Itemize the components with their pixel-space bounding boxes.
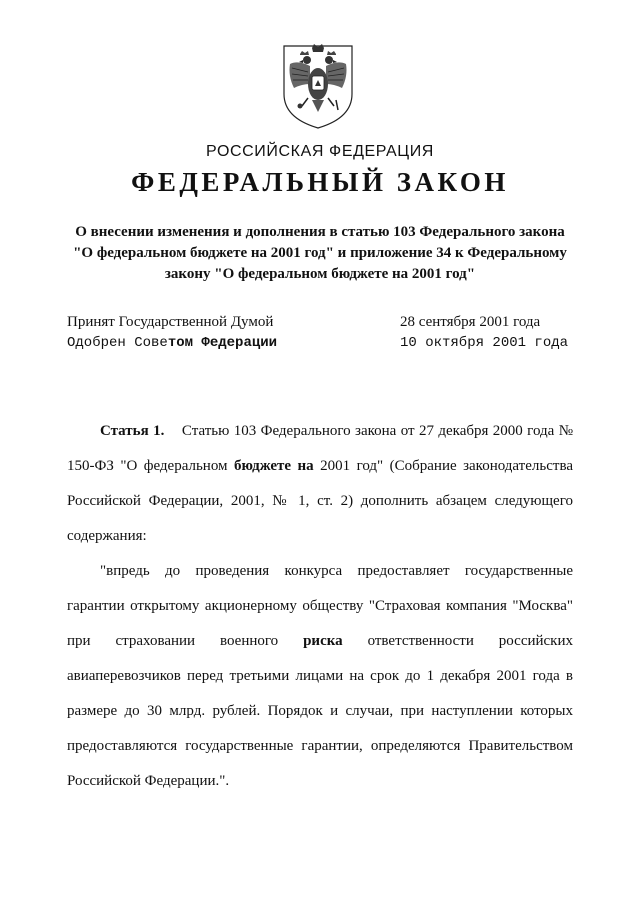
article-text-bold: бюджете на — [234, 458, 314, 474]
quote-text: "впредь до проведения конкурса предоставляет государственные гарантии открытому акционерному обществу "Страховая компания "Москва" при страховании военного — [67, 563, 573, 649]
duma-adoption-label: Принят Государственной Думой — [67, 314, 274, 330]
council-label-bold-part: том Федерации — [167, 335, 278, 351]
duma-adoption-date: 28 сентября 2001 года — [400, 314, 541, 330]
council-approval-label — [67, 335, 277, 351]
russian-coat-of-arms-icon — [280, 40, 356, 130]
council-approval-date: 10 октября 2001 года — [400, 335, 569, 351]
law-title — [40, 222, 600, 285]
law-title-line: О внесении изменения и дополнения в статью 103 Федерального закона — [75, 224, 565, 240]
article-label: Статья 1. — [100, 423, 165, 439]
article-1 — [67, 414, 573, 799]
article-text: 2001 год" (Собрание законодательства Российской Федерации, 2001, № 1, ст. 2) дополнить абзацем следующего содержания: — [67, 458, 573, 544]
law-type-heading: ФЕДЕРАЛЬНЫЙ ЗАКОН — [131, 167, 509, 197]
quoted-paragraph — [67, 554, 573, 799]
country-name: РОССИЙСКАЯ ФЕДЕРАЦИЯ — [206, 143, 434, 160]
council-label-part: Одобрен Сове — [67, 335, 168, 351]
law-title-line: "О федеральном бюджете на 2001 год" и приложение 34 к Федеральному — [73, 245, 567, 261]
article-1-paragraph — [67, 414, 573, 554]
article-text: Статью 103 Федерального закона от 27 декабря 2000 года № 150-ФЗ "О федеральном — [67, 423, 574, 474]
law-title-line: закону "О федеральном бюджете на 2001 год" — [164, 266, 476, 282]
quote-text-bold: риска — [303, 633, 343, 649]
quote-text: ответственности российских авиаперевозчиков перед третьими лицами на срок до 1 декабря 2001 года в размере до 30 млрд. рублей. Порядок и случаи, при наступлении которых предоставляются государственные гарантии, определяются Правительством Российской Федерации.". — [67, 633, 573, 789]
